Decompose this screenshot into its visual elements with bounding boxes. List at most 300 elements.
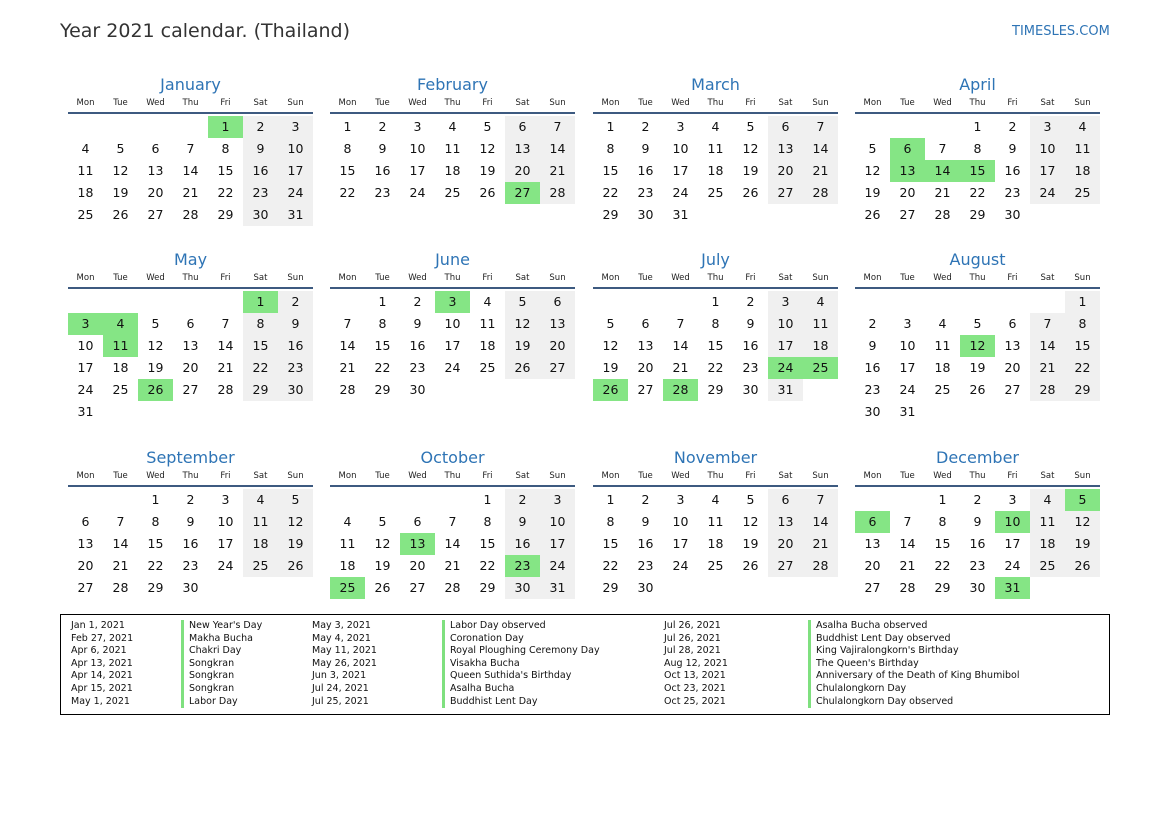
weekend-day-cell: 25 [1030, 555, 1065, 577]
empty-cell [925, 291, 960, 313]
holiday-date: May 11, 2021 [312, 645, 377, 657]
weekend-day-cell: 15 [1065, 335, 1100, 357]
weekday-label: Thu [969, 98, 986, 108]
day-cell: 26 [112, 207, 129, 222]
day-cell: 25 [112, 382, 129, 397]
holiday-day-cell: 6 [890, 138, 925, 160]
day-cell: 15 [479, 536, 496, 551]
holiday-date: May 26, 2021 [312, 657, 377, 669]
weekday-header [68, 271, 313, 285]
day-cell: 27 [147, 207, 164, 222]
day-cell: 18 [479, 338, 496, 353]
weekend-day-cell: 28 [1030, 379, 1065, 401]
weekend-day-cell: 4 [1065, 116, 1100, 138]
weekend-day-cell: 17 [540, 533, 575, 555]
day-cell: 23 [742, 360, 759, 375]
day-cell: 21 [934, 185, 951, 200]
day-cell: 14 [217, 338, 234, 353]
weekend-day-cell: 20 [540, 335, 575, 357]
day-cell: 5 [483, 119, 492, 134]
day-cell: 2 [186, 492, 195, 507]
day-cell: 9 [1008, 141, 1017, 156]
weekend-day-cell: 11 [1065, 138, 1100, 160]
weekend-day-cell: 28 [540, 182, 575, 204]
weekend-day-cell: 4 [1030, 489, 1065, 511]
header-rule [330, 112, 575, 114]
day-cell: 13 [637, 338, 654, 353]
day-cell: 24 [1004, 558, 1021, 573]
weekday-label: Tue [375, 273, 390, 283]
header-rule [593, 287, 838, 289]
weekday-label: Sun [1074, 471, 1091, 481]
header-rule [855, 287, 1100, 289]
weekday-label: Wed [933, 98, 952, 108]
weekday-label: Wed [671, 471, 690, 481]
holiday-day-cell: 10 [995, 511, 1030, 533]
weekday-label: Tue [375, 98, 390, 108]
day-cell: 30 [864, 404, 881, 419]
day-cell: 9 [641, 514, 650, 529]
empty-cell [890, 116, 925, 138]
day-cell: 2 [973, 492, 982, 507]
day-grid [593, 291, 838, 401]
day-cell: 7 [938, 141, 947, 156]
day-cell: 16 [182, 536, 199, 551]
day-cell: 16 [742, 338, 759, 353]
month-name: March [691, 75, 740, 94]
weekday-label: Sat [253, 471, 268, 481]
weekend-day-cell: 23 [243, 182, 278, 204]
empty-cell [68, 489, 103, 511]
weekday-label: Mon [601, 471, 620, 481]
holiday-name: Songkran [189, 670, 235, 682]
day-cell: 17 [217, 536, 234, 551]
empty-cell [173, 116, 208, 138]
month-name: September [146, 448, 235, 467]
weekend-day-cell: 20 [768, 160, 803, 182]
holiday-day-cell: 1 [208, 116, 243, 138]
day-cell: 30 [409, 382, 426, 397]
day-cell: 7 [448, 514, 457, 529]
weekend-day-cell: 2 [243, 116, 278, 138]
weekday-header [855, 96, 1100, 110]
weekday-label: Sun [287, 471, 304, 481]
day-cell: 13 [147, 163, 164, 178]
day-cell: 1 [711, 294, 720, 309]
holiday-date: Aug 12, 2021 [664, 657, 728, 669]
day-cell: 7 [186, 141, 195, 156]
day-cell: 31 [672, 207, 689, 222]
month-january [68, 74, 313, 226]
day-cell: 24 [77, 382, 94, 397]
day-cell: 28 [444, 580, 461, 595]
weekend-day-cell: 21 [540, 160, 575, 182]
holiday-name: New Year's Day [189, 620, 263, 631]
day-cell: 11 [707, 141, 724, 156]
weekend-day-cell: 16 [243, 160, 278, 182]
day-cell: 6 [641, 316, 650, 331]
holiday-date: Apr 14, 2021 [71, 670, 133, 682]
header-rule [330, 287, 575, 289]
holiday-name: Anniversary of the Death of King Bhumibol [816, 670, 1020, 682]
empty-cell [68, 291, 103, 313]
day-cell: 5 [973, 316, 982, 331]
weekday-label: Wed [408, 471, 427, 481]
weekday-label: Wed [146, 273, 165, 283]
day-cell: 4 [81, 141, 90, 156]
holiday-name: Labor Day observed [450, 620, 546, 631]
day-cell: 16 [374, 163, 391, 178]
day-cell: 7 [343, 316, 352, 331]
holiday-date: Apr 13, 2021 [71, 657, 133, 669]
day-cell: 23 [374, 185, 391, 200]
holiday-day-cell: 6 [855, 511, 890, 533]
weekend-day-cell: 7 [540, 116, 575, 138]
day-cell: 28 [934, 207, 951, 222]
weekend-day-cell: 9 [278, 313, 313, 335]
empty-cell [890, 291, 925, 313]
day-cell: 7 [221, 316, 230, 331]
header-rule [330, 485, 575, 487]
day-grid [330, 291, 575, 401]
day-cell: 8 [483, 514, 492, 529]
day-cell: 25 [707, 558, 724, 573]
day-cell: 8 [938, 514, 947, 529]
weekend-day-cell: 14 [540, 138, 575, 160]
day-cell: 30 [742, 382, 759, 397]
weekday-label: Sat [515, 273, 530, 283]
weekend-day-cell: 27 [768, 182, 803, 204]
weekend-day-cell: 12 [278, 511, 313, 533]
weekend-day-cell: 12 [1065, 511, 1100, 533]
weekend-day-cell: 19 [278, 533, 313, 555]
day-cell: 9 [973, 514, 982, 529]
day-grid [855, 489, 1100, 599]
day-cell: 27 [864, 580, 881, 595]
weekday-label: Sat [778, 471, 793, 481]
weekend-day-cell: 12 [505, 313, 540, 335]
holiday-day-cell: 31 [995, 577, 1030, 599]
day-cell: 29 [479, 580, 496, 595]
day-cell: 15 [217, 163, 234, 178]
weekend-day-cell: 5 [278, 489, 313, 511]
weekend-day-cell: 7 [803, 116, 838, 138]
weekend-day-cell: 6 [768, 489, 803, 511]
weekday-label: Wed [408, 273, 427, 283]
day-cell: 8 [606, 141, 615, 156]
day-cell: 19 [864, 185, 881, 200]
day-cell: 8 [221, 141, 230, 156]
day-cell: 12 [374, 536, 391, 551]
weekday-label: Sun [287, 98, 304, 108]
weekend-day-cell: 24 [1030, 182, 1065, 204]
day-cell: 19 [742, 163, 759, 178]
weekend-day-cell: 1 [1065, 291, 1100, 313]
weekday-label: Thu [182, 471, 199, 481]
site-link[interactable]: TIMESLES.COM [1012, 24, 1110, 39]
weekday-label: Thu [444, 273, 461, 283]
day-cell: 22 [339, 185, 356, 200]
holiday-date: Oct 23, 2021 [664, 682, 726, 694]
weekday-label: Fri [220, 471, 231, 481]
weekday-label: Mon [863, 273, 882, 283]
weekday-label: Thu [707, 471, 724, 481]
day-cell: 15 [707, 338, 724, 353]
holiday-date: May 3, 2021 [312, 620, 371, 631]
day-cell: 9 [186, 514, 195, 529]
empty-cell [1030, 291, 1065, 313]
day-cell: 13 [1004, 338, 1021, 353]
day-grid [593, 116, 838, 226]
weekday-label: Mon [863, 471, 882, 481]
day-cell: 12 [864, 163, 881, 178]
weekday-label: Sun [1074, 273, 1091, 283]
day-cell: 2 [868, 316, 877, 331]
day-cell: 29 [147, 580, 164, 595]
month-name: June [435, 250, 470, 269]
month-november [593, 447, 838, 599]
holiday-day-cell: 27 [505, 182, 540, 204]
day-cell: 1 [938, 492, 947, 507]
empty-cell [103, 116, 138, 138]
day-cell: 27 [77, 580, 94, 595]
day-cell: 14 [112, 536, 129, 551]
day-cell: 15 [374, 338, 391, 353]
weekday-label: Fri [482, 98, 493, 108]
day-cell: 11 [444, 141, 461, 156]
weekday-label: Sun [549, 273, 566, 283]
day-cell: 12 [147, 338, 164, 353]
day-cell: 28 [339, 382, 356, 397]
day-cell: 5 [746, 492, 755, 507]
day-cell: 1 [483, 492, 492, 507]
weekend-day-cell: 13 [540, 313, 575, 335]
day-cell: 21 [182, 185, 199, 200]
weekday-label: Mon [76, 273, 95, 283]
weekday-label: Sun [287, 273, 304, 283]
day-cell: 7 [116, 514, 125, 529]
weekend-day-cell: 10 [278, 138, 313, 160]
day-cell: 9 [746, 316, 755, 331]
holiday-list [60, 614, 1110, 715]
weekend-day-cell: 17 [1030, 160, 1065, 182]
empty-cell [628, 291, 663, 313]
day-cell: 18 [707, 163, 724, 178]
empty-cell [855, 291, 890, 313]
holiday-name: Chulalongkorn Day observed [816, 695, 954, 707]
holiday-names-col-1 [181, 620, 262, 708]
day-cell: 19 [479, 163, 496, 178]
day-cell: 22 [479, 558, 496, 573]
weekend-day-cell: 21 [803, 160, 838, 182]
empty-cell [365, 489, 400, 511]
day-cell: 11 [77, 163, 94, 178]
weekend-day-cell: 13 [768, 511, 803, 533]
weekend-day-cell: 15 [243, 335, 278, 357]
weekday-label: Wed [408, 98, 427, 108]
holiday-date: Apr 6, 2021 [71, 645, 127, 657]
day-cell: 16 [1004, 163, 1021, 178]
weekend-day-cell: 8 [243, 313, 278, 335]
holiday-date: Oct 25, 2021 [664, 695, 726, 707]
weekday-label: Mon [863, 98, 882, 108]
weekend-day-cell: 11 [803, 313, 838, 335]
weekday-label: Fri [220, 98, 231, 108]
holiday-date: Oct 13, 2021 [664, 670, 726, 682]
weekday-label: Wed [671, 273, 690, 283]
day-cell: 19 [969, 360, 986, 375]
weekday-header [330, 469, 575, 483]
holiday-name: Asalha Bucha [450, 682, 515, 694]
day-cell: 20 [77, 558, 94, 573]
weekday-label: Mon [601, 273, 620, 283]
weekday-header [68, 469, 313, 483]
holiday-name: King Vajiralongkorn's Birthday [816, 645, 959, 657]
day-cell: 4 [448, 119, 457, 134]
day-cell: 4 [343, 514, 352, 529]
weekday-label: Tue [900, 98, 915, 108]
weekend-day-cell: 22 [243, 357, 278, 379]
weekday-header [855, 271, 1100, 285]
day-cell: 4 [711, 119, 720, 134]
weekday-label: Wed [933, 471, 952, 481]
day-cell: 24 [672, 558, 689, 573]
day-cell: 4 [711, 492, 720, 507]
day-cell: 8 [606, 514, 615, 529]
weekday-label: Sun [1074, 98, 1091, 108]
day-cell: 17 [899, 360, 916, 375]
day-cell: 3 [676, 492, 685, 507]
day-cell: 25 [77, 207, 94, 222]
weekend-day-cell: 24 [540, 555, 575, 577]
day-cell: 23 [637, 185, 654, 200]
day-cell: 5 [151, 316, 160, 331]
holiday-day-cell: 5 [1065, 489, 1100, 511]
holiday-name: Chulalongkorn Day [816, 682, 907, 694]
holiday-day-cell: 1 [243, 291, 278, 313]
day-cell: 8 [973, 141, 982, 156]
weekday-label: Sun [812, 98, 829, 108]
day-cell: 1 [606, 119, 615, 134]
holiday-day-cell: 13 [400, 533, 435, 555]
holiday-date: Jul 26, 2021 [664, 632, 721, 644]
weekend-day-cell: 22 [1065, 357, 1100, 379]
month-name: February [417, 75, 488, 94]
day-cell: 11 [339, 536, 356, 551]
holiday-date: Jul 24, 2021 [312, 682, 369, 694]
weekday-label: Tue [638, 98, 653, 108]
day-cell: 15 [602, 536, 619, 551]
day-cell: 31 [899, 404, 916, 419]
day-cell: 27 [409, 580, 426, 595]
holiday-dates-col-3 [664, 620, 728, 708]
day-cell: 13 [864, 536, 881, 551]
weekday-header [330, 271, 575, 285]
day-cell: 7 [903, 514, 912, 529]
weekend-day-cell: 5 [505, 291, 540, 313]
weekday-header [330, 96, 575, 110]
weekday-label: Tue [900, 273, 915, 283]
weekday-label: Fri [745, 471, 756, 481]
weekday-label: Thu [444, 98, 461, 108]
day-cell: 17 [444, 338, 461, 353]
weekend-day-cell: 20 [768, 533, 803, 555]
day-cell: 29 [374, 382, 391, 397]
weekend-day-cell: 17 [768, 335, 803, 357]
header-rule [855, 485, 1100, 487]
weekday-label: Thu [707, 273, 724, 283]
day-cell: 18 [77, 185, 94, 200]
weekend-day-cell: 3 [768, 291, 803, 313]
header-rule [855, 112, 1100, 114]
day-cell: 22 [374, 360, 391, 375]
holiday-name: Visakha Bucha [450, 657, 520, 669]
weekday-label: Sun [812, 471, 829, 481]
weekday-header [855, 469, 1100, 483]
day-cell: 26 [374, 580, 391, 595]
month-name: November [673, 448, 758, 467]
weekday-label: Sun [549, 98, 566, 108]
empty-cell [960, 291, 995, 313]
weekday-label: Tue [900, 471, 915, 481]
day-cell: 9 [641, 141, 650, 156]
empty-cell [138, 291, 173, 313]
weekend-day-cell: 26 [505, 357, 540, 379]
holiday-name: Songkran [189, 657, 235, 669]
day-cell: 24 [409, 185, 426, 200]
weekend-day-cell: 14 [803, 511, 838, 533]
day-grid [593, 489, 838, 599]
day-cell: 14 [899, 536, 916, 551]
day-cell: 5 [746, 119, 755, 134]
day-cell: 16 [969, 536, 986, 551]
day-cell: 1 [151, 492, 160, 507]
page-title: Year 2021 calendar. (Thailand) [60, 20, 351, 42]
day-cell: 29 [602, 580, 619, 595]
day-cell: 10 [77, 338, 94, 353]
weekend-day-cell: 8 [1065, 313, 1100, 335]
day-cell: 21 [672, 360, 689, 375]
day-cell: 29 [217, 207, 234, 222]
holiday-day-cell: 25 [803, 357, 838, 379]
day-cell: 10 [217, 514, 234, 529]
day-cell: 18 [112, 360, 129, 375]
weekend-day-cell: 3 [278, 116, 313, 138]
month-august [855, 249, 1100, 423]
holiday-name: Buddhist Lent Day observed [816, 632, 951, 644]
holiday-date: Jul 28, 2021 [664, 645, 721, 657]
day-cell: 19 [742, 536, 759, 551]
day-cell: 28 [899, 580, 916, 595]
holiday-day-cell: 28 [663, 379, 698, 401]
day-cell: 23 [969, 558, 986, 573]
day-cell: 22 [602, 558, 619, 573]
day-cell: 25 [479, 360, 496, 375]
day-cell: 1 [378, 294, 387, 309]
weekday-header [593, 96, 838, 110]
weekday-label: Tue [375, 471, 390, 481]
weekday-label: Sun [549, 471, 566, 481]
weekday-label: Mon [76, 98, 95, 108]
weekday-label: Sun [812, 273, 829, 283]
day-cell: 28 [112, 580, 129, 595]
day-cell: 17 [77, 360, 94, 375]
weekday-label: Sat [1040, 471, 1055, 481]
day-cell: 20 [147, 185, 164, 200]
day-cell: 18 [444, 163, 461, 178]
day-cell: 22 [217, 185, 234, 200]
day-grid [330, 116, 575, 204]
